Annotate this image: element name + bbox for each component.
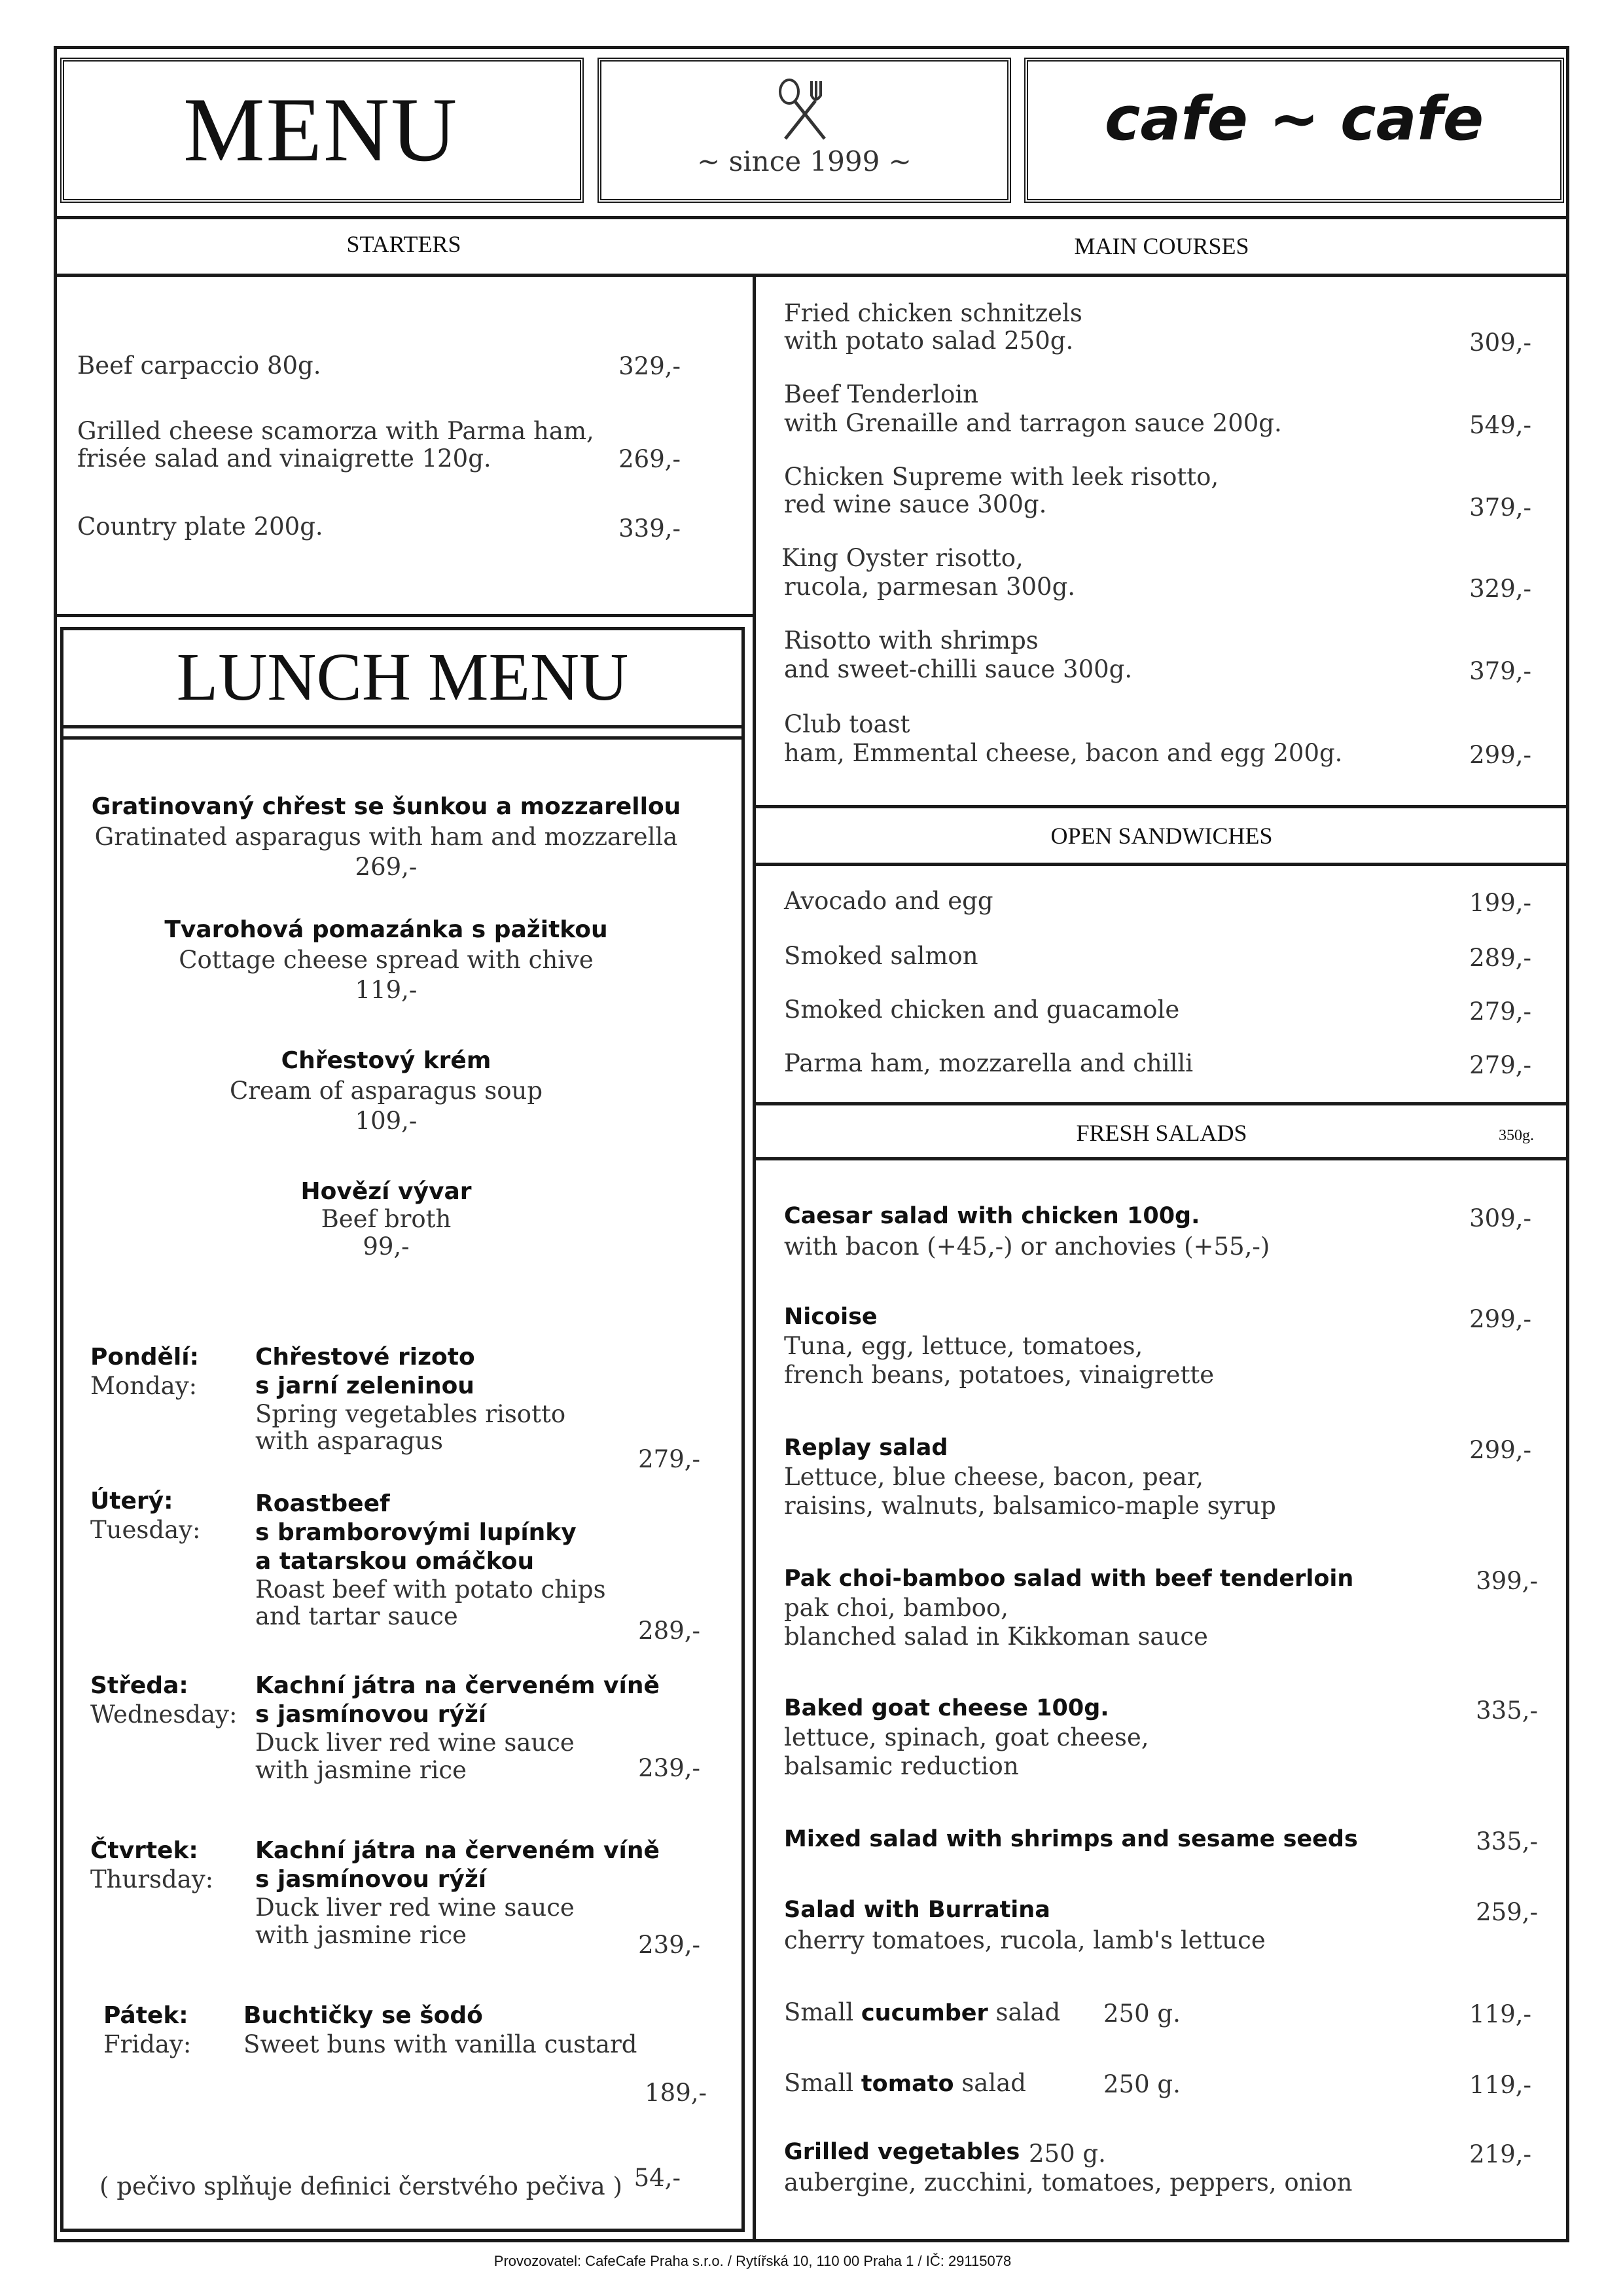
fresh-salads-heading: FRESH SALADS — [1076, 1120, 1247, 1146]
main-course-line: and sweet-chilli sauce 300g. — [784, 655, 1133, 683]
sandwich-price: 199,- — [1469, 889, 1531, 917]
salad-desc: cherry tomatoes, rucola, lamb's lettuce — [784, 1926, 1266, 1954]
salads-weight: 350g. — [1499, 1127, 1534, 1144]
divider — [754, 863, 1569, 866]
main-course-price: 299,- — [1469, 741, 1531, 769]
salad-desc: balsamic reduction — [784, 1752, 1019, 1780]
main-course-price: 329,- — [1469, 575, 1531, 603]
salad-name: Mixed salad with shrimps and sesame seeds — [784, 1826, 1358, 1852]
grilled-vegetables-price: 219,- — [1469, 2140, 1531, 2168]
starters-heading: STARTERS — [346, 231, 461, 257]
bread-price: 54,- — [633, 2164, 681, 2192]
brand-name: cafe ~ cafe — [1104, 84, 1484, 154]
main-courses-heading: MAIN COURSES — [1074, 233, 1249, 259]
dish-en: and tartar sauce — [255, 1602, 458, 1630]
salad-price: 299,- — [1469, 1305, 1531, 1333]
salad-price: 335,- — [1476, 1696, 1538, 1725]
day-en: Thursday: — [90, 1865, 214, 1893]
salad-price: 335,- — [1476, 1827, 1538, 1856]
small-salad-price: 119,- — [1469, 2000, 1531, 2028]
grilled-vegetables-weight: 250 g. — [1029, 2140, 1106, 2168]
day-en: Friday: — [103, 2030, 192, 2058]
small-salad-bold: tomato — [861, 2071, 954, 2097]
dish-en: Duck liver red wine sauce — [255, 1729, 575, 1757]
small-salad-bold: cucumber — [861, 2000, 988, 2026]
day-dish — [255, 1343, 565, 1454]
day-cz: Středa: — [90, 1672, 188, 1699]
sandwich-price: 289,- — [1469, 944, 1531, 972]
dish-cz: s bramborovými lupínky — [255, 1519, 577, 1546]
footer-operator: Provozovatel: CafeCafe Praha s.r.o. / Rytířská 10, 110 00 Praha 1 / IČ: 29115078 — [493, 2253, 1012, 2269]
main-course-price: 379,- — [1469, 493, 1531, 522]
day-price: 279,- — [638, 1445, 700, 1473]
day-dish — [255, 1672, 660, 1784]
day-en: Monday: — [90, 1372, 198, 1400]
starter-price: 269,- — [618, 445, 681, 473]
grilled-vegetables-name: Grilled vegetables — [784, 2139, 1020, 2165]
sandwich-price: 279,- — [1469, 1051, 1531, 1079]
dish-cz: s jasmínovou rýží — [255, 1701, 487, 1728]
dish-cz: a tatarskou omáčkou — [255, 1548, 535, 1575]
grilled-vegetables-desc: aubergine, zucchini, tomatoes, peppers, onion — [784, 2168, 1353, 2197]
small-salad-pre: Small — [784, 1998, 861, 2026]
day-cz: Úterý: — [90, 1488, 173, 1515]
salad-desc: Tuna, egg, lettuce, tomatoes, — [784, 1332, 1143, 1360]
starter-price: 329,- — [618, 352, 681, 380]
lunch-title-divider — [60, 725, 745, 740]
lunch-item-price: 119,- — [355, 976, 418, 1004]
salad-desc: blanched salad in Kikkoman sauce — [784, 1623, 1208, 1651]
main-course-line: with Grenaille and tarragon sauce 200g. — [784, 409, 1282, 437]
divider — [754, 1157, 1569, 1160]
divider — [54, 614, 754, 617]
day-en: Tuesday: — [90, 1516, 201, 1544]
sandwich-price: 279,- — [1469, 997, 1531, 1026]
dish-en: Roast beef with potato chips — [255, 1575, 606, 1604]
salad-name: Pak choi-bamboo salad with beef tenderloin — [784, 1566, 1354, 1592]
salad-desc: raisins, walnuts, balsamico-maple syrup — [784, 1492, 1276, 1520]
lunch-item — [65, 915, 707, 1005]
starter-name: frisée salad and vinaigrette 120g. — [77, 444, 491, 473]
day-wednesday — [90, 1672, 237, 1729]
dish-cz: Kachní játra na červeném víně — [255, 1837, 660, 1864]
main-course-line: Risotto with shrimps — [784, 626, 1039, 655]
dish-cz: Buchtičky se šodó — [243, 2002, 483, 2029]
salad-desc: with bacon (+45,-) or anchovies (+55,-) — [784, 1232, 1270, 1261]
small-salad-post: salad — [954, 2069, 1026, 2097]
spoon-fork-icon — [772, 77, 838, 143]
main-course-line: Club toast — [784, 710, 910, 738]
day-dish — [255, 1490, 606, 1630]
starter-name: Country plate 200g. — [77, 512, 323, 541]
menu-title: MENU — [183, 79, 459, 181]
lunch-item-cz: Chřestový krém — [281, 1047, 491, 1074]
salad-price: 309,- — [1469, 1204, 1531, 1232]
main-course-line: with potato salad 250g. — [784, 327, 1074, 355]
day-tuesday — [90, 1487, 201, 1545]
lunch-item-cz: Hovězí vývar — [300, 1178, 472, 1205]
small-salad-weight: 250 g. — [1103, 2070, 1181, 2098]
starter-name: Grilled cheese scamorza with Parma ham, — [77, 417, 594, 445]
salad-desc: Lettuce, blue cheese, bacon, pear, — [784, 1463, 1204, 1491]
lunch-item — [65, 1177, 707, 1262]
small-salad-price: 119,- — [1469, 2071, 1531, 2099]
sandwich-name: Smoked salmon — [784, 942, 978, 970]
dish-en: Duck liver red wine sauce — [255, 1893, 575, 1922]
dish-cz: Kachní játra na červeném víně — [255, 1672, 660, 1699]
since-text: ~ since 1999 ~ — [697, 145, 912, 177]
small-salad-post: salad — [988, 1998, 1061, 2026]
day-thursday — [90, 1837, 213, 1894]
salad-price: 299,- — [1469, 1436, 1531, 1464]
salad-desc: french beans, potatoes, vinaigrette — [784, 1361, 1215, 1389]
salad-name: Salad with Burratina — [784, 1897, 1050, 1923]
lunch-item-price: 109,- — [355, 1107, 418, 1135]
column-divider — [753, 274, 756, 2242]
lunch-item-price: 269,- — [355, 853, 418, 881]
dish-cz: s jarní zeleninou — [255, 1372, 474, 1399]
day-friday — [103, 2001, 191, 2059]
lunch-item-en: Cottage cheese spread with chive — [179, 946, 594, 974]
starter-price: 339,- — [618, 514, 681, 543]
main-course-price: 549,- — [1469, 411, 1531, 439]
main-course-line: rucola, parmesan 300g. — [784, 573, 1076, 601]
divider — [54, 274, 1569, 277]
lunch-item-cz: Gratinovaný chřest se šunkou a mozzarellou — [91, 793, 681, 820]
day-dish — [243, 2001, 637, 2059]
salad-name: Caesar salad with chicken 100g. — [784, 1203, 1200, 1229]
salad-price: 399,- — [1476, 1567, 1538, 1595]
lunch-item-cz: Tvarohová pomazánka s pažitkou — [164, 916, 608, 943]
salad-name: Replay salad — [784, 1435, 948, 1461]
lunch-item — [65, 1046, 707, 1136]
main-course-price: 379,- — [1469, 657, 1531, 685]
lunch-item — [65, 792, 707, 882]
day-cz: Čtvrtek: — [90, 1837, 198, 1864]
main-course-price: 309,- — [1469, 329, 1531, 357]
main-course-line: ham, Emmental cheese, bacon and egg 200g. — [784, 739, 1343, 767]
dish-en: Sweet buns with vanilla custard — [243, 2030, 637, 2058]
day-price: 189,- — [645, 2079, 707, 2107]
main-course-line: Beef Tenderloin — [784, 380, 979, 408]
divider — [54, 216, 1569, 219]
day-en: Wednesday: — [90, 1700, 238, 1729]
sandwich-name: Smoked chicken and guacamole — [784, 996, 1180, 1024]
sandwich-name: Parma ham, mozzarella and chilli — [784, 1049, 1194, 1077]
small-salad — [784, 1999, 1060, 2027]
salad-name: Nicoise — [784, 1304, 878, 1330]
salad-desc: pak choi, bamboo, — [784, 1594, 1008, 1622]
lunch-item-price: 99,- — [363, 1232, 410, 1261]
small-salad-weight: 250 g. — [1103, 2000, 1181, 2028]
main-course-line: Fried chicken schnitzels — [784, 299, 1082, 327]
small-salad-pre: Small — [784, 2069, 861, 2097]
main-course-line: red wine sauce 300g. — [784, 490, 1047, 518]
open-sandwiches-heading: OPEN SANDWICHES — [1050, 823, 1273, 849]
salad-price: 259,- — [1476, 1898, 1538, 1926]
dish-en: with jasmine rice — [255, 1921, 467, 1949]
main-course-line: King Oyster risotto, — [781, 544, 1024, 572]
day-cz: Pátek: — [103, 2002, 188, 2029]
lunch-item-en: Cream of asparagus soup — [229, 1077, 543, 1105]
lunch-title: LUNCH MENU — [176, 639, 629, 715]
day-dish — [255, 1837, 660, 1949]
day-price: 239,- — [638, 1754, 700, 1782]
lunch-item-en: Gratinated asparagus with ham and mozzarella — [94, 823, 678, 851]
dish-en: Spring vegetables risotto — [255, 1400, 566, 1428]
dish-cz: Chřestové rizoto — [255, 1344, 475, 1371]
day-price: 289,- — [638, 1617, 700, 1645]
dish-cz: s jasmínovou rýží — [255, 1866, 487, 1893]
small-salad — [784, 2070, 1026, 2098]
main-course-line: Chicken Supreme with leek risotto, — [784, 463, 1219, 491]
bread-note: ( pečivo splňuje definici čerstvého pečiva ) — [99, 2172, 622, 2200]
lunch-item-en: Beef broth — [321, 1205, 452, 1233]
salad-name: Baked goat cheese 100g. — [784, 1695, 1109, 1721]
day-cz: Pondělí: — [90, 1344, 200, 1371]
divider — [754, 805, 1569, 808]
dish-en: with asparagus — [255, 1427, 444, 1455]
day-price: 239,- — [638, 1931, 700, 1959]
salad-desc: lettuce, spinach, goat cheese, — [784, 1723, 1149, 1751]
day-monday — [90, 1343, 199, 1401]
sandwich-name: Avocado and egg — [784, 887, 993, 915]
starter-name: Beef carpaccio 80g. — [77, 351, 321, 380]
dish-cz: Roastbeef — [255, 1490, 390, 1517]
dish-en: with jasmine rice — [255, 1756, 467, 1784]
divider — [754, 1102, 1569, 1105]
